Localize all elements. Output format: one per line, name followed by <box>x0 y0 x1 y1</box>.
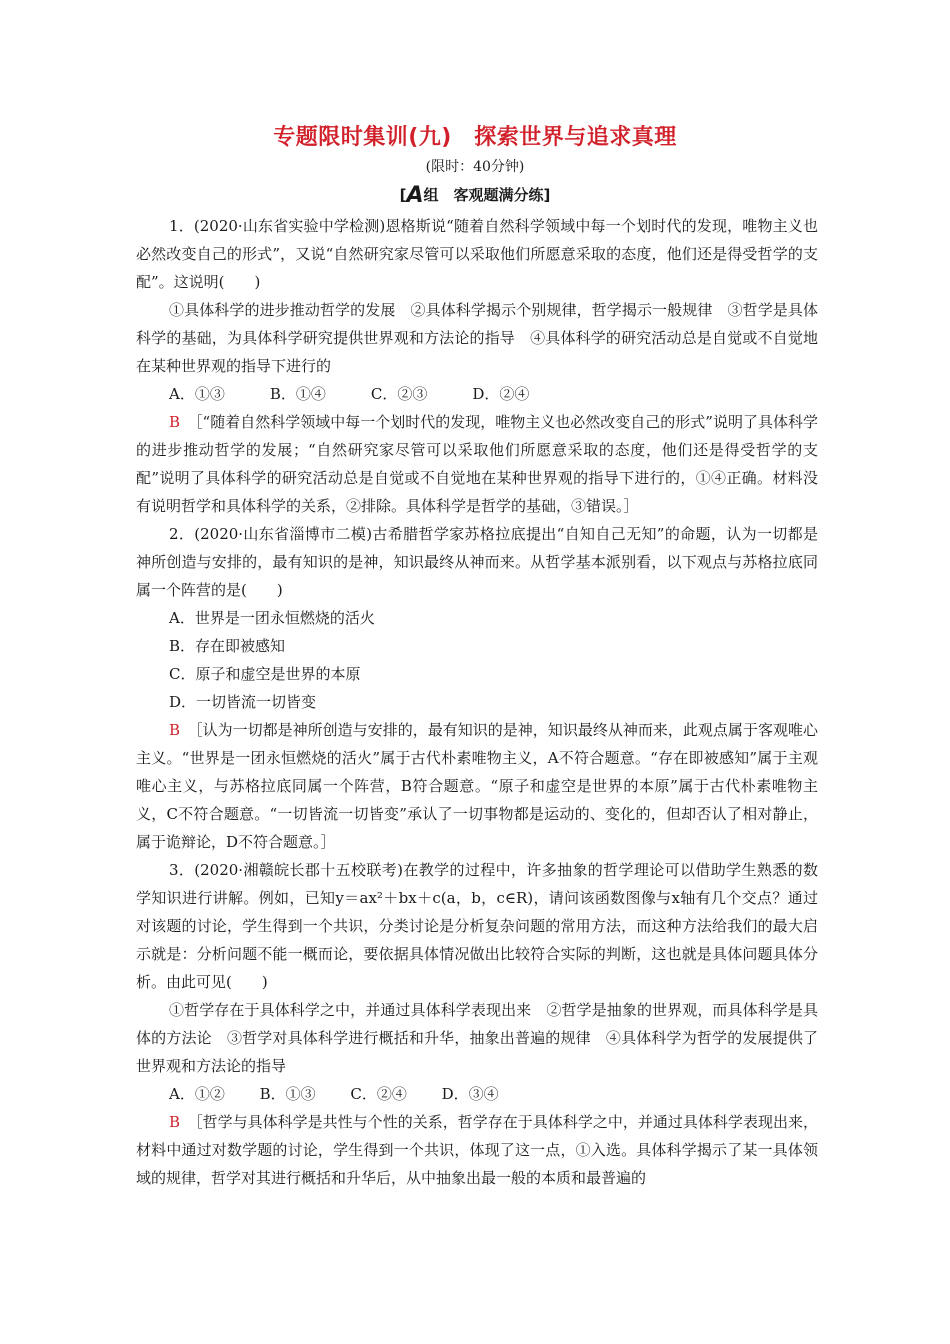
group-bracket-left: [ <box>399 186 407 204</box>
group-bracket-right: ] <box>543 186 551 204</box>
question-2-option-b: B．存在即被感知 <box>169 637 286 655</box>
question-3-stem: 3．(2020·湘赣皖长郡十五校联考)在教学的过程中，许多抽象的哲学理论可以借助学生熟悉的数学知识进行讲解。例如，已知y＝ax²＋bx＋c(a，b，c∈R)，请问该函数图像与x轴有几个交点？通过对该题的讨论，学生得到一个共识，分类讨论是分析复杂问题的常用方法，而这种方法给我们的最大启示就是：分析问题不能一概而论，要依据具体情况做出比较符合实际的判断，这也就是具体问题具体分析。由此可见( ) <box>136 861 818 991</box>
question-2-option-a: A．世界是一团永恒燃烧的活火 <box>169 609 375 627</box>
question-3-answer <box>136 1108 818 1192</box>
questions-body <box>136 212 818 1192</box>
question-2-option-c: C．原子和虚空是世界的本原 <box>169 665 361 683</box>
group-letter: A <box>406 183 424 208</box>
question-2-stem: 2．(2020·山东省淄博市二模)古希腊哲学家苏格拉底提出“自知自己无知”的命题，认为一切都是神所创造与安排的，最有知识的是神，知识最终从神而来。从哲学基本派别看，以下观点与苏格拉底同属一个阵营的是( ) <box>136 525 818 599</box>
question-3-options: A．①② B．①③ C．②④ D．③④ <box>169 1085 499 1103</box>
question-2-option-d: D．一切皆流一切皆变 <box>169 693 317 711</box>
answer-explanation: ［“随着自然科学领域中每一个划时代的发现，唯物主义也必然改变自己的形式”说明了具体科学的进步推动哲学的发展；“自然研究家尽管可以采取他们所愿意采取的态度，他们还是得受哲学的支配”说明了具体科学的研究活动总是自觉或不自觉地在某种世界观的指导下进行的，①④正确。材料没有说明哲学和具体科学的关系，②排除。具体科学是哲学的基础，③错误。］ <box>136 413 818 515</box>
question-1-stem: 1．(2020·山东省实验中学检测)恩格斯说“随着自然科学领域中每一个划时代的发现，唯物主义也必然改变自己的形式”，又说“自然研究家尽管可以采取他们所愿意采取的态度，他们还是得受哲学的支配”。这说明( ) <box>136 217 818 291</box>
answer-letter: B <box>169 413 181 431</box>
question-3-statements: ①哲学存在于具体科学之中，并通过具体科学表现出来 ②哲学是抽象的世界观，而具体科学是具体的方法论 ③哲学对具体科学进行概括和升华，抽象出普遍的规律 ④具体科学为哲学的发展提供了世界观和方法论的指导 <box>136 1001 818 1075</box>
page-title: 专题限时集训(九) 探索世界与追求真理 <box>273 125 677 150</box>
group-label: 组 客观题满分练 <box>423 186 544 204</box>
answer-letter: B <box>169 1113 181 1131</box>
question-1-options: A．①③ B．①④ C．②③ D．②④ <box>169 385 530 403</box>
question-2-answer <box>136 716 818 856</box>
answer-letter: B <box>169 721 181 739</box>
answer-explanation: ［认为一切都是神所创造与安排的，最有知识的是神，知识最终从神而来，此观点属于客观唯心主义。“世界是一团永恒燃烧的活火”属于古代朴素唯物主义，A不符合题意。“存在即被感知”属于主观唯心主义，与苏格拉底同属一个阵营，B符合题意。“原子和虚空是世界的本原”属于古代朴素唯物主义，C不符合题意。“一切皆流一切皆变”承认了一切事物都是运动的、变化的，但却否认了相对静止，属于诡辩论，D不符合题意。］ <box>136 721 818 851</box>
question-1-answer <box>136 408 818 520</box>
group-heading <box>0 183 950 208</box>
question-1-statements: ①具体科学的进步推动哲学的发展 ②具体科学揭示个别规律，哲学揭示一般规律 ③哲学是具体科学的基础，为具体科学研究提供世界观和方法论的指导 ④具体科学的研究活动总是自觉或不自觉地在某种世界观的指导下进行的 <box>136 301 818 375</box>
answer-explanation: ［哲学与具体科学是共性与个性的关系，哲学存在于具体科学之中，并通过具体科学表现出来，材料中通过对数学题的讨论，学生得到一个共识，体现了这一点，①入选。具体科学揭示了某一具体领域的规律，哲学对其进行概括和升华后，从中抽象出最一般的本质和最普遍的 <box>136 1113 818 1187</box>
time-limit: (限时：40分钟) <box>425 159 525 175</box>
